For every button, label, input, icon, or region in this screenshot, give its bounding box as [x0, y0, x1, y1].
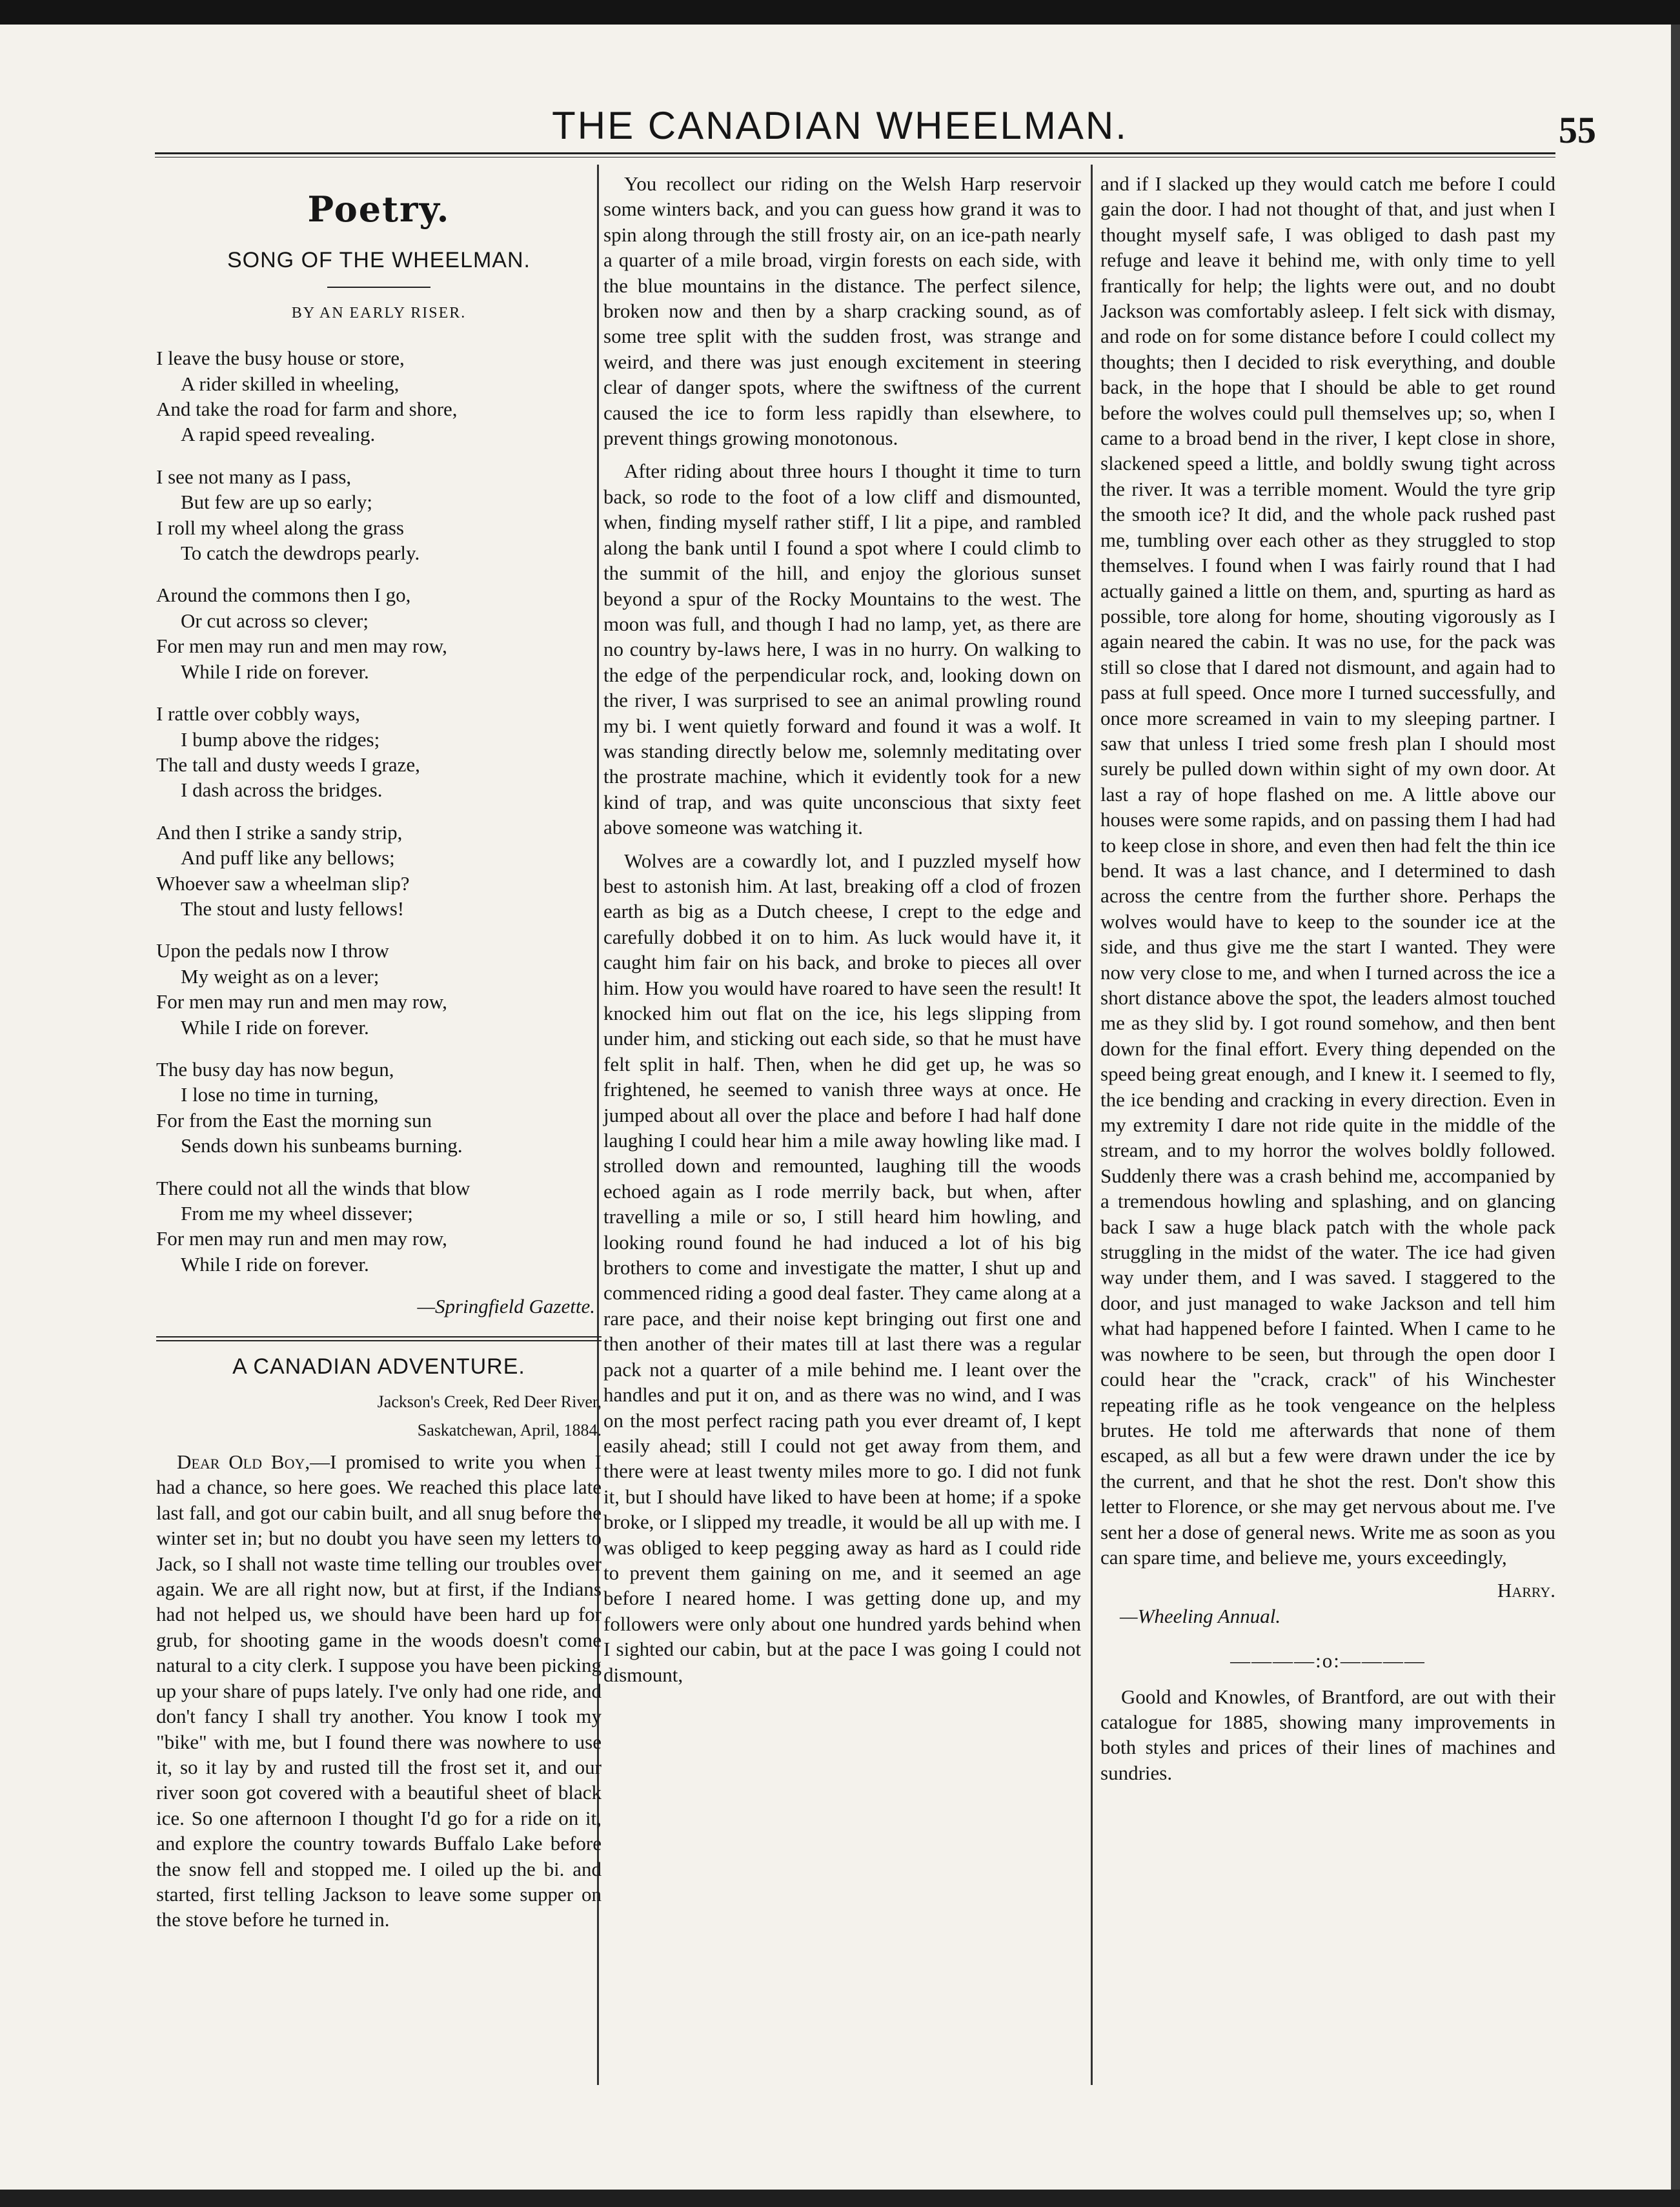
header-rule-thin — [155, 157, 1555, 158]
poem-line: While I ride on forever. — [181, 1015, 369, 1039]
column-divider-right — [1091, 165, 1093, 2085]
column-middle — [603, 171, 1081, 1695]
column-left — [156, 171, 602, 1940]
top-scan-border — [0, 0, 1680, 25]
poem-line: Whoever saw a wheelman slip? — [156, 871, 410, 895]
poem-line: From me my wheel dissever; — [181, 1202, 413, 1225]
poem-line: I leave the busy house or store, — [156, 347, 405, 370]
right-scan-border — [1671, 25, 1680, 2207]
title-rule — [327, 287, 430, 288]
poem-line: A rapid speed revealing. — [181, 423, 376, 446]
adventure-title: A CANADIAN ADVENTURE. — [232, 1354, 525, 1379]
poem-line: I lose no time in turning, — [181, 1083, 379, 1106]
letter-signature: Harry. — [1497, 1579, 1555, 1602]
letter-paragraph — [156, 1449, 602, 1933]
notice-text: Goold and Knowles, of Brantford, are out with their catalogue for 1885, showing many improvements in both styles and prices of their lines of machines and sundries. — [1100, 1685, 1555, 1784]
poem-line: But few are up so early; — [181, 491, 372, 514]
poem-line: And then I strike a sandy strip, — [156, 820, 403, 844]
poem-line: And take the road for farm and shore, — [156, 398, 458, 421]
letter-paragraph: Wolves are a cowardly lot, and I puzzled myself how best to astonish him. At last, breaking off a clod of frozen earth as big as a Dutch cheese, I crept to the edge and carefully dobbed it on to him. As luck would have it, it caught him fair on his back, and broke to pieces all over him. How you would have roared to have seen the result! It knocked him out flat on the ice, his legs slipping from under him, and sticking out each side, so that he must have felt split in half. Then, when he did get up, he was so frightened, he seemed to vanish three ways at once. He jumped about all over the place and before I had half done laughing I could hear him a mile away howling like mad. I strolled down and remounted, laughing till the woods echoed again as I rode merrily back, but when, after travelling a mile or so, I still heard him howling, and looking round found he had induced a lot of his big brothers to come and investigate the matter, I shut up and commenced riding a good deal faster. They came along at a rare pace, and their noise kept bringing out first one and then another of their mates till at last there was a regular pack not a quarter of a mile behind me. I leant over the handles and put it on, and as there was no wind, and I was on the most perfect racing path you ever dreamt of, I kept easily ahead; still I could not get away from them, and there were at least twenty miles more to go. I did not funk it, but I should have liked to have been at home; if a spoke broke, or I slipped my treadle, it would be all up with me. I was obliged to keep pegging away as hard as I could ride to prevent them gaining on me, and it seemed an age before I neared home. I was getting done up, and my followers were only about one hundred yards behind when I sighted our cabin, but at the pace I was going I could not dismount, — [603, 849, 1081, 1686]
poem-line: For from the East the morning sun — [156, 1108, 432, 1132]
poem-line: There could not all the winds that blow — [156, 1176, 471, 1199]
dateline-line-1: Jackson's Creek, Red Deer River, — [377, 1392, 602, 1412]
poem-stanza — [156, 345, 602, 447]
poem-title: SONG OF THE WHEELMAN. — [227, 248, 531, 273]
notice-divider: ————:o:———— — [1230, 1649, 1426, 1673]
poem-stanza — [156, 582, 602, 684]
column-right — [1100, 171, 1555, 1793]
section-rule — [156, 1336, 602, 1341]
letter-paragraph: You recollect our riding on the Welsh Harp reservoir some winters back, and you can guess how grand it was to spin along through the still frosty air, on an ice-path nearly a quarter of a mile broad, virgin forests on each side, with the blue mountains in the distance. The perfect silence, broken now and then by a sharp cracking sound, as of some tree split with the sudden frost, was strange and weird, and there was just enough excitement in steering clear of danger spots, where the swiftness of the current caused the ice to form less rapidly than elsewhere, to prevent things growing monotonous. — [603, 172, 1081, 450]
poem-line: I roll my wheel along the grass — [156, 516, 404, 539]
poem-stanza — [156, 938, 602, 1040]
poem-stanza — [156, 464, 602, 566]
page-number: 55 — [1559, 109, 1596, 151]
poem-line: For men may run and men may row, — [156, 1227, 447, 1250]
poem-line: I rattle over cobbly ways, — [156, 702, 360, 726]
poem-line: A rider skilled in wheeling, — [181, 372, 400, 395]
poem-line: While I ride on forever. — [181, 660, 369, 683]
poem-line: I see not many as I pass, — [156, 465, 352, 488]
poem-line: The tall and dusty weeds I graze, — [156, 753, 420, 776]
poem-line: Or cut across so clever; — [181, 609, 369, 632]
letter-source: —Wheeling Annual. — [1120, 1604, 1281, 1627]
poem-line: For men may run and men may row, — [156, 990, 447, 1013]
poem-stanza — [156, 1175, 602, 1277]
header-rule — [155, 152, 1555, 154]
poem-stanza — [156, 1057, 602, 1159]
poem-stanza — [156, 701, 602, 803]
poem-body — [156, 345, 602, 1277]
poem-line: For men may run and men may row, — [156, 635, 447, 658]
poem-line: The stout and lusty fellows! — [181, 897, 405, 920]
letter-paragraph: and if I slacked up they would catch me before I could gain the door. I had not thought of that, and just when I thought myself safe, I was obliged to dash past my refuge and leave it behind me, with only time to yell frantically for help; the lights were out, and no doubt Jackson was comfortably asleep. I felt sick with dismay, and rode on for some distance before I could collect my thoughts; then I decided to risk everything, and double back, in the hope that I should be able to get round before the wolves could pull themselves up; so, when I came to a broad bend in the river, I kept close in shore, slackened speed a little, and boldly swung tight across the river. It was a terrible moment. Would the tyre grip the smooth ice? It did, and the whole pack rushed past me, tumbling over each other as they struggled to stop themselves. I found when I was fairly round that I had actually gained a little on them, and, spurting as hard as possible, tore along for home, shouting vigorously as I again neared the cabin. It was no use, for the pack was still so close that I dared not dismount, and again had to pass at full speed. Once more I turned successfully, and once more screamed in vain to my sleeping partner. I saw that unless I tried some fresh plan I should most surely be pulled down within sight of my own door. At last a ray of hope flashed on me. A little above our houses were some rapids, and on passing them I had had to keep close in shore, and even then had felt the thin ice bend. It was a last chance, and I determined to dash across the centre from the further shore. Perhaps the wolves would have to keep to the sounder ice at the side, and thus give me the start I wanted. They were now very close to me, and when I turned across the ice a short distance above the spot, the leaders almost touched me as they slid by. I got round somehow, and then bent down for the final effort. Every thing depended on the speed being great enough, and I knew it. I seemed to fly, the ice bending and cracking in every direction. Even in my extremity I dare not ride quite in the middle of the stream, and to my horror the wolves boldly followed. Suddenly there was a crash behind me, accompanied by a tremendous howling and splashing, and on glancing back I saw a huge black patch with the whole pack struggling in the midst of the water. The ice had given way under them, and I was saved. I staggered to the door, and just managed to wake Jackson and tell him what had happened before I fainted. When I came to he was nowhere to be seen, but through the open door I could hear the "crack, crack" of his Winchester repeating rifle as he took vengeance on the helpless brutes. He told me afterwards that none of them escaped, as all but a few were drawn under the ice by the current, and that he shot the rest. Don't show this letter to Florence, or she may get nervous about me. I've sent her a dose of general news. Write me as soon as you can spare time, and believe me, yours exceedingly, — [1100, 172, 1555, 1569]
poem-line: Sends down his sunbeams burning. — [181, 1134, 463, 1157]
letter-paragraph-text: —I promised to write you when I had a chance, so here goes. We reached this place late last fall, and got our cabin built, and all snug before the winter set in; but no doubt you have seen my letters to Jack, so I shall not waste time telling our troubles over again. We are all right now, but at first, if the Indians had not helped us, we should have been hard up for grub, for shooting game in the woods doesn't come natural to a city clerk. I suppose you have been picking up your share of pups lately. I've only had one ride, and don't fancy I shall try another. You know I took my "bike" with me, but I found there was nowhere to use it, so it lay by and rusted till the frost set it, and our river soon got covered with a beautiful sheet of black ice. So one afternoon I thought I'd go for a ride on it, and explore the country towards Buffalo Lake before the snow fell and stopped me. I oiled up the bi. and started, first telling Jackson to leave some supper on the stove before he turned in. — [156, 1450, 602, 1931]
salutation: Dear Old Boy, — [177, 1450, 310, 1474]
poem-line: Around the commons then I go, — [156, 584, 411, 607]
poem-byline: BY AN EARLY RISER. — [291, 304, 467, 321]
poem-line: I dash across the bridges. — [181, 778, 383, 802]
poem-line: While I ride on forever. — [181, 1252, 369, 1276]
dateline-line-2: Saskatchewan, April, 1884. — [417, 1421, 602, 1440]
poem-line: My weight as on a lever; — [181, 964, 380, 988]
poem-line: Upon the pedals now I throw — [156, 939, 389, 962]
poem-line: The busy day has now begun, — [156, 1057, 394, 1081]
poem-credit: —Springfield Gazette. — [417, 1295, 595, 1318]
poem-stanza — [156, 820, 602, 922]
poem-line: To catch the dewdrops pearly. — [181, 542, 420, 565]
bottom-scan-border — [0, 2190, 1680, 2207]
poem-line: And puff like any bellows; — [181, 846, 395, 870]
letter-paragraph: After riding about three hours I thought it time to turn back, so rode to the foot of a low cliff and dismounted, when, finding myself rather stiff, I lit a pipe, and rambled along the bank until I found a spot where I could climb to the summit of the hill, and enjoy the glorious sunset beyond a spur of the Rocky Mountains to the west. The moon was full, and though I had no lamp, yet, as there are no country by-laws here, I was in no hurry. On walking to the edge of the perpendicular rock, and, looking down on the river, I was surprised to see an animal prowling round my bi. I went quietly forward and found it was a wolf. It was standing directly below me, solemnly meditating over the prostrate machine, which it evidently took for a new kind of trap, and was quite unconscious that sixty feet above someone was watching it. — [603, 460, 1081, 839]
poetry-section-title: Poetry. — [307, 188, 450, 230]
poem-line: I bump above the ridges; — [181, 727, 380, 751]
masthead-title: THE CANADIAN WHEELMAN. — [552, 104, 1128, 147]
